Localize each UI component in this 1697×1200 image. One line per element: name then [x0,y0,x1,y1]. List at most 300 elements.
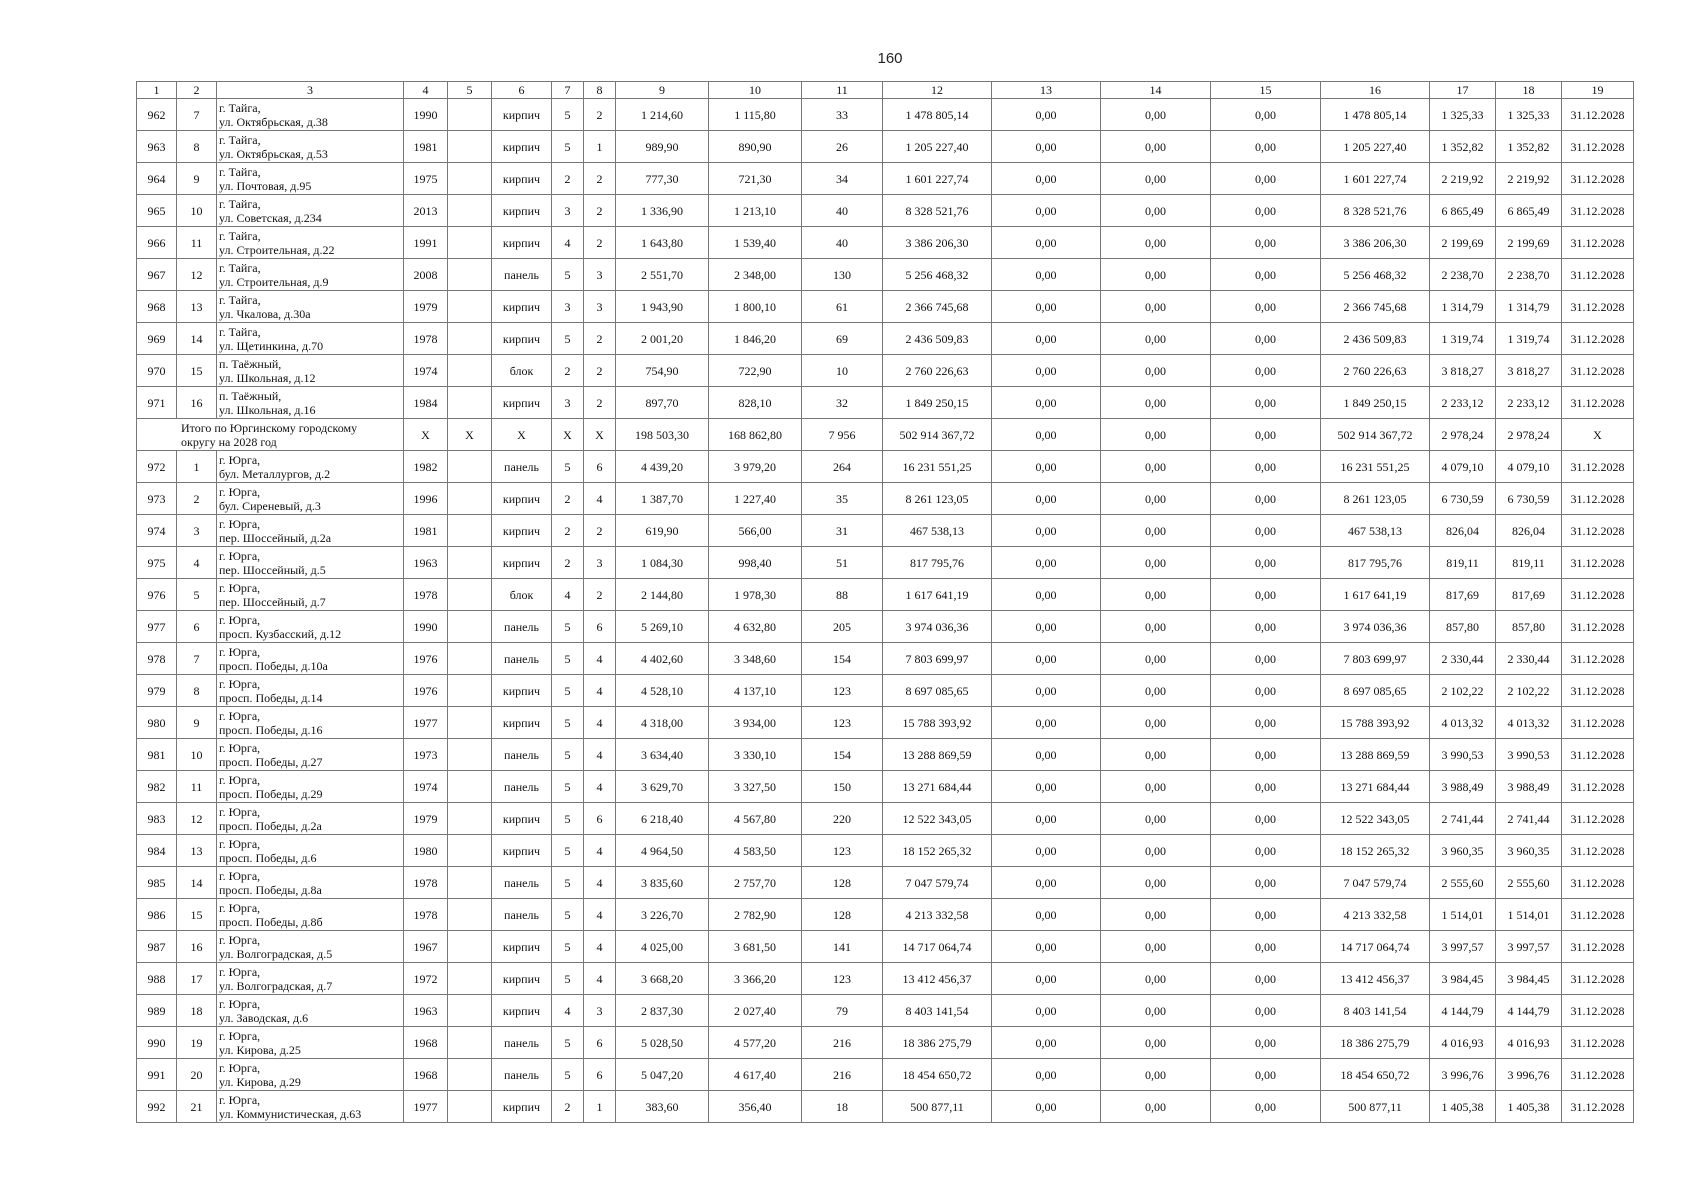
cell-c10: 1 800,10 [709,291,802,323]
cell-c13: 0,00 [992,579,1101,611]
total-c15: 0,00 [1211,419,1321,451]
cell-c15: 0,00 [1211,451,1321,483]
cell-c17: 2 330,44 [1430,643,1496,675]
address-locality: г. Юрга, [219,772,261,787]
cell-c15: 0,00 [1211,899,1321,931]
cell-c16: 2 436 509,83 [1321,323,1430,355]
cell-c18: 3 960,35 [1496,835,1562,867]
cell-c14: 0,00 [1101,579,1211,611]
address-street: просп. Победы, д.6 [219,850,317,865]
address-locality: г. Юрга, [219,1092,261,1107]
cell-floors: 2 [552,515,584,547]
cell-material: кирпич [492,803,552,835]
cell-year: 1967 [404,931,448,963]
table-row [137,259,1634,291]
cell-deadline: 31.12.2028 [1562,963,1634,995]
cell-c11: 154 [802,739,883,771]
cell-address [217,771,404,803]
cell-c12: 7 803 699,97 [883,643,992,675]
cell-deadline: 31.12.2028 [1562,131,1634,163]
cell-material: панель [492,611,552,643]
table-row [137,291,1634,323]
cell-floors: 5 [552,899,584,931]
cell-address [217,195,404,227]
cell-c9: 5 028,50 [616,1027,709,1059]
cell-c14: 0,00 [1101,771,1211,803]
cell-index: 8 [177,675,217,707]
cell-c16: 467 538,13 [1321,515,1430,547]
cell-c12: 3 386 206,30 [883,227,992,259]
cell-index: 8 [177,131,217,163]
cell-entrances: 2 [584,195,616,227]
cell-material: панель [492,867,552,899]
cell-year: 1975 [404,163,448,195]
cell-c11: 216 [802,1027,883,1059]
cell-c17: 819,11 [1430,547,1496,579]
cell-year: 1978 [404,867,448,899]
cell-floors: 2 [552,355,584,387]
cell-year: 1996 [404,483,448,515]
cell-entrances: 2 [584,387,616,419]
address-locality: г. Тайга, [219,292,261,307]
cell-c12: 5 256 468,32 [883,259,992,291]
cell-number: 982 [137,771,177,803]
cell-index: 9 [177,163,217,195]
cell-deadline: 31.12.2028 [1562,707,1634,739]
cell-c10: 4 567,80 [709,803,802,835]
cell-c16: 8 403 141,54 [1321,995,1430,1027]
address-street: ул. Коммунистическая, д.63 [219,1106,362,1121]
cell-c16: 1 617 641,19 [1321,579,1430,611]
cell-col5 [448,675,492,707]
cell-c10: 4 137,10 [709,675,802,707]
cell-c9: 3 226,70 [616,899,709,931]
address-locality: г. Тайга, [219,228,261,243]
cell-c9: 1 943,90 [616,291,709,323]
cell-c11: 123 [802,963,883,995]
table-row [137,1059,1634,1091]
cell-year: 1976 [404,643,448,675]
cell-col5 [448,291,492,323]
cell-c15: 0,00 [1211,579,1321,611]
total-c9: 198 503,30 [616,419,709,451]
cell-floors: 2 [552,163,584,195]
cell-c16: 12 522 343,05 [1321,803,1430,835]
cell-material: кирпич [492,515,552,547]
cell-c15: 0,00 [1211,867,1321,899]
cell-c17: 3 960,35 [1430,835,1496,867]
column-header-10: 10 [709,82,802,99]
cell-c15: 0,00 [1211,387,1321,419]
cell-year: 2008 [404,259,448,291]
cell-c16: 8 261 123,05 [1321,483,1430,515]
cell-number: 967 [137,259,177,291]
cell-entrances: 2 [584,515,616,547]
cell-c12: 13 288 869,59 [883,739,992,771]
cell-number: 987 [137,931,177,963]
cell-address [217,675,404,707]
total-c8: X [584,419,616,451]
cell-c18: 819,11 [1496,547,1562,579]
total-c17: 2 978,24 [1430,419,1496,451]
cell-c14: 0,00 [1101,163,1211,195]
cell-c9: 5 047,20 [616,1059,709,1091]
table-row [137,515,1634,547]
address-locality: г. Юрга, [219,996,261,1011]
cell-address [217,707,404,739]
table-row [137,99,1634,131]
cell-c11: 31 [802,515,883,547]
cell-address [217,259,404,291]
cell-c10: 828,10 [709,387,802,419]
address-street: бул. Металлургов, д.2 [219,466,331,481]
cell-c11: 40 [802,195,883,227]
cell-floors: 4 [552,579,584,611]
cell-entrances: 2 [584,355,616,387]
cell-c15: 0,00 [1211,483,1321,515]
cell-c18: 1 514,01 [1496,899,1562,931]
cell-index: 12 [177,803,217,835]
cell-index: 9 [177,707,217,739]
cell-entrances: 1 [584,131,616,163]
cell-c14: 0,00 [1101,259,1211,291]
cell-c13: 0,00 [992,675,1101,707]
cell-c12: 500 877,11 [883,1091,992,1123]
table-row [137,643,1634,675]
cell-index: 11 [177,771,217,803]
cell-c15: 0,00 [1211,931,1321,963]
address-locality: г. Тайга, [219,324,261,339]
cell-deadline: 31.12.2028 [1562,323,1634,355]
cell-c17: 1 514,01 [1430,899,1496,931]
cell-c14: 0,00 [1101,835,1211,867]
cell-c15: 0,00 [1211,707,1321,739]
cell-entrances: 6 [584,1027,616,1059]
cell-floors: 5 [552,1027,584,1059]
cell-index: 1 [177,451,217,483]
address-street: пер. Шоссейный, д.7 [219,594,326,609]
cell-entrances: 3 [584,259,616,291]
cell-c18: 2 741,44 [1496,803,1562,835]
cell-c15: 0,00 [1211,323,1321,355]
cell-c13: 0,00 [992,771,1101,803]
cell-material: кирпич [492,131,552,163]
table-row [137,579,1634,611]
cell-deadline: 31.12.2028 [1562,803,1634,835]
cell-floors: 2 [552,483,584,515]
address-locality: г. Юрга, [219,1028,261,1043]
cell-c16: 13 271 684,44 [1321,771,1430,803]
cell-address [217,931,404,963]
cell-c11: 128 [802,867,883,899]
cell-c18: 3 818,27 [1496,355,1562,387]
cell-c16: 8 697 085,65 [1321,675,1430,707]
cell-entrances: 4 [584,483,616,515]
column-header-15: 15 [1211,82,1321,99]
cell-address [217,451,404,483]
cell-c11: 35 [802,483,883,515]
cell-c9: 3 668,20 [616,963,709,995]
cell-index: 4 [177,547,217,579]
table-body [137,99,1634,1123]
cell-c16: 3 386 206,30 [1321,227,1430,259]
cell-c9: 1 336,90 [616,195,709,227]
cell-index: 10 [177,195,217,227]
cell-deadline: 31.12.2028 [1562,1027,1634,1059]
address-locality: г. Юрга, [219,932,261,947]
cell-material: кирпич [492,963,552,995]
cell-c18: 2 238,70 [1496,259,1562,291]
cell-index: 16 [177,387,217,419]
cell-c9: 3 629,70 [616,771,709,803]
cell-c18: 6 865,49 [1496,195,1562,227]
address-street: ул. Школьная, д.16 [219,402,316,417]
address-street: бул. Сиреневый, д.3 [219,498,321,513]
cell-c11: 141 [802,931,883,963]
cell-address [217,899,404,931]
cell-index: 10 [177,739,217,771]
column-header-11: 11 [802,82,883,99]
cell-material: блок [492,355,552,387]
address-street: ул. Кирова, д.29 [219,1074,301,1089]
cell-number: 984 [137,835,177,867]
cell-c14: 0,00 [1101,899,1211,931]
address-locality: г. Тайга, [219,164,261,179]
cell-c12: 8 261 123,05 [883,483,992,515]
column-header-16: 16 [1321,82,1430,99]
cell-c16: 817 795,76 [1321,547,1430,579]
cell-col5 [448,323,492,355]
cell-col5 [448,131,492,163]
cell-entrances: 6 [584,803,616,835]
cell-c18: 2 555,60 [1496,867,1562,899]
cell-number: 963 [137,131,177,163]
cell-c12: 18 454 650,72 [883,1059,992,1091]
cell-c11: 10 [802,355,883,387]
cell-number: 975 [137,547,177,579]
cell-material: кирпич [492,1091,552,1123]
cell-number: 962 [137,99,177,131]
table-row [137,355,1634,387]
cell-c18: 3 984,45 [1496,963,1562,995]
cell-c14: 0,00 [1101,1059,1211,1091]
total-c4: X [404,419,448,451]
cell-deadline: 31.12.2028 [1562,835,1634,867]
cell-entrances: 3 [584,995,616,1027]
cell-address [217,867,404,899]
cell-material: кирпич [492,547,552,579]
cell-number: 966 [137,227,177,259]
cell-floors: 3 [552,195,584,227]
cell-year: 1991 [404,227,448,259]
cell-c14: 0,00 [1101,963,1211,995]
cell-col5 [448,1027,492,1059]
cell-number: 991 [137,1059,177,1091]
cell-c12: 18 152 265,32 [883,835,992,867]
cell-c18: 2 330,44 [1496,643,1562,675]
cell-c16: 18 454 650,72 [1321,1059,1430,1091]
address-locality: г. Юрга, [219,868,261,883]
cell-c14: 0,00 [1101,227,1211,259]
cell-c16: 2 760 226,63 [1321,355,1430,387]
cell-c14: 0,00 [1101,387,1211,419]
cell-address [217,291,404,323]
cell-deadline: 31.12.2028 [1562,675,1634,707]
cell-col5 [448,835,492,867]
total-c13: 0,00 [992,419,1101,451]
cell-floors: 5 [552,867,584,899]
address-locality: г. Юрга, [219,804,261,819]
cell-index: 15 [177,355,217,387]
total-label-line2: округу на 2028 год [181,434,277,449]
cell-floors: 5 [552,611,584,643]
cell-address [217,835,404,867]
cell-col5 [448,867,492,899]
cell-address [217,963,404,995]
cell-c10: 1 539,40 [709,227,802,259]
address-locality: г. Юрга, [219,708,261,723]
cell-c14: 0,00 [1101,99,1211,131]
address-locality: г. Юрга, [219,548,261,563]
column-header-2: 2 [177,82,217,99]
cell-deadline: 31.12.2028 [1562,1059,1634,1091]
cell-c10: 356,40 [709,1091,802,1123]
cell-col5 [448,1059,492,1091]
cell-year: 1977 [404,707,448,739]
address-locality: г. Юрга, [219,452,261,467]
cell-c16: 13 288 869,59 [1321,739,1430,771]
cell-deadline: 31.12.2028 [1562,867,1634,899]
cell-c17: 6 730,59 [1430,483,1496,515]
cell-material: кирпич [492,227,552,259]
cell-index: 2 [177,483,217,515]
cell-c9: 4 439,20 [616,451,709,483]
cell-material: панель [492,259,552,291]
cell-c17: 3 997,57 [1430,931,1496,963]
cell-c10: 4 577,20 [709,1027,802,1059]
cell-number: 979 [137,675,177,707]
cell-c16: 500 877,11 [1321,1091,1430,1123]
cell-col5 [448,195,492,227]
cell-c17: 3 990,53 [1430,739,1496,771]
cell-c12: 817 795,76 [883,547,992,579]
address-locality: п. Таёжный, [219,388,282,403]
cell-c13: 0,00 [992,643,1101,675]
cell-c15: 0,00 [1211,259,1321,291]
address-locality: г. Тайга, [219,132,261,147]
column-header-19: 19 [1562,82,1634,99]
column-header-13: 13 [992,82,1101,99]
column-header-8: 8 [584,82,616,99]
table-row [137,867,1634,899]
column-header-18: 18 [1496,82,1562,99]
cell-c10: 1 213,10 [709,195,802,227]
table-row [137,707,1634,739]
cell-index: 6 [177,611,217,643]
cell-material: кирпич [492,675,552,707]
cell-c9: 619,90 [616,515,709,547]
cell-address [217,483,404,515]
housing-table [136,81,1634,1123]
cell-year: 1976 [404,675,448,707]
cell-c13: 0,00 [992,611,1101,643]
cell-c11: 123 [802,707,883,739]
address-street: просп. Кузбасский, д.12 [219,626,342,641]
cell-address [217,739,404,771]
cell-c16: 1 849 250,15 [1321,387,1430,419]
table-row [137,323,1634,355]
cell-col5 [448,227,492,259]
cell-c12: 8 403 141,54 [883,995,992,1027]
cell-c9: 897,70 [616,387,709,419]
cell-c9: 6 218,40 [616,803,709,835]
cell-c16: 1 601 227,74 [1321,163,1430,195]
cell-deadline: 31.12.2028 [1562,195,1634,227]
cell-col5 [448,899,492,931]
cell-c18: 1 314,79 [1496,291,1562,323]
cell-floors: 5 [552,803,584,835]
cell-c9: 777,30 [616,163,709,195]
cell-deadline: 31.12.2028 [1562,547,1634,579]
cell-year: 1963 [404,547,448,579]
cell-c9: 4 528,10 [616,675,709,707]
cell-floors: 5 [552,643,584,675]
cell-index: 18 [177,995,217,1027]
cell-c11: 32 [802,387,883,419]
cell-c16: 18 152 265,32 [1321,835,1430,867]
cell-c11: 216 [802,1059,883,1091]
column-header-14: 14 [1101,82,1211,99]
address-locality: г. Юрга, [219,964,261,979]
cell-c9: 1 214,60 [616,99,709,131]
cell-deadline: 31.12.2028 [1562,355,1634,387]
cell-material: кирпич [492,835,552,867]
cell-c10: 722,90 [709,355,802,387]
table-row [137,131,1634,163]
cell-c11: 205 [802,611,883,643]
cell-c13: 0,00 [992,387,1101,419]
cell-address [217,99,404,131]
total-c7: X [552,419,584,451]
cell-c9: 4 964,50 [616,835,709,867]
cell-c18: 857,80 [1496,611,1562,643]
header-row [137,82,1634,99]
cell-c17: 857,80 [1430,611,1496,643]
cell-c10: 566,00 [709,515,802,547]
cell-c11: 18 [802,1091,883,1123]
cell-c15: 0,00 [1211,227,1321,259]
cell-c18: 3 996,76 [1496,1059,1562,1091]
cell-c11: 154 [802,643,883,675]
cell-c11: 61 [802,291,883,323]
cell-c13: 0,00 [992,515,1101,547]
cell-c14: 0,00 [1101,195,1211,227]
cell-address [217,131,404,163]
total-c6: X [492,419,552,451]
table-row [137,1091,1634,1123]
cell-index: 11 [177,227,217,259]
cell-address [217,611,404,643]
cell-c16: 13 412 456,37 [1321,963,1430,995]
table-row [137,227,1634,259]
cell-c10: 2 782,90 [709,899,802,931]
column-header-5: 5 [448,82,492,99]
cell-c12: 12 522 343,05 [883,803,992,835]
cell-c14: 0,00 [1101,675,1211,707]
cell-c18: 4 079,10 [1496,451,1562,483]
cell-c15: 0,00 [1211,803,1321,835]
cell-number: 964 [137,163,177,195]
